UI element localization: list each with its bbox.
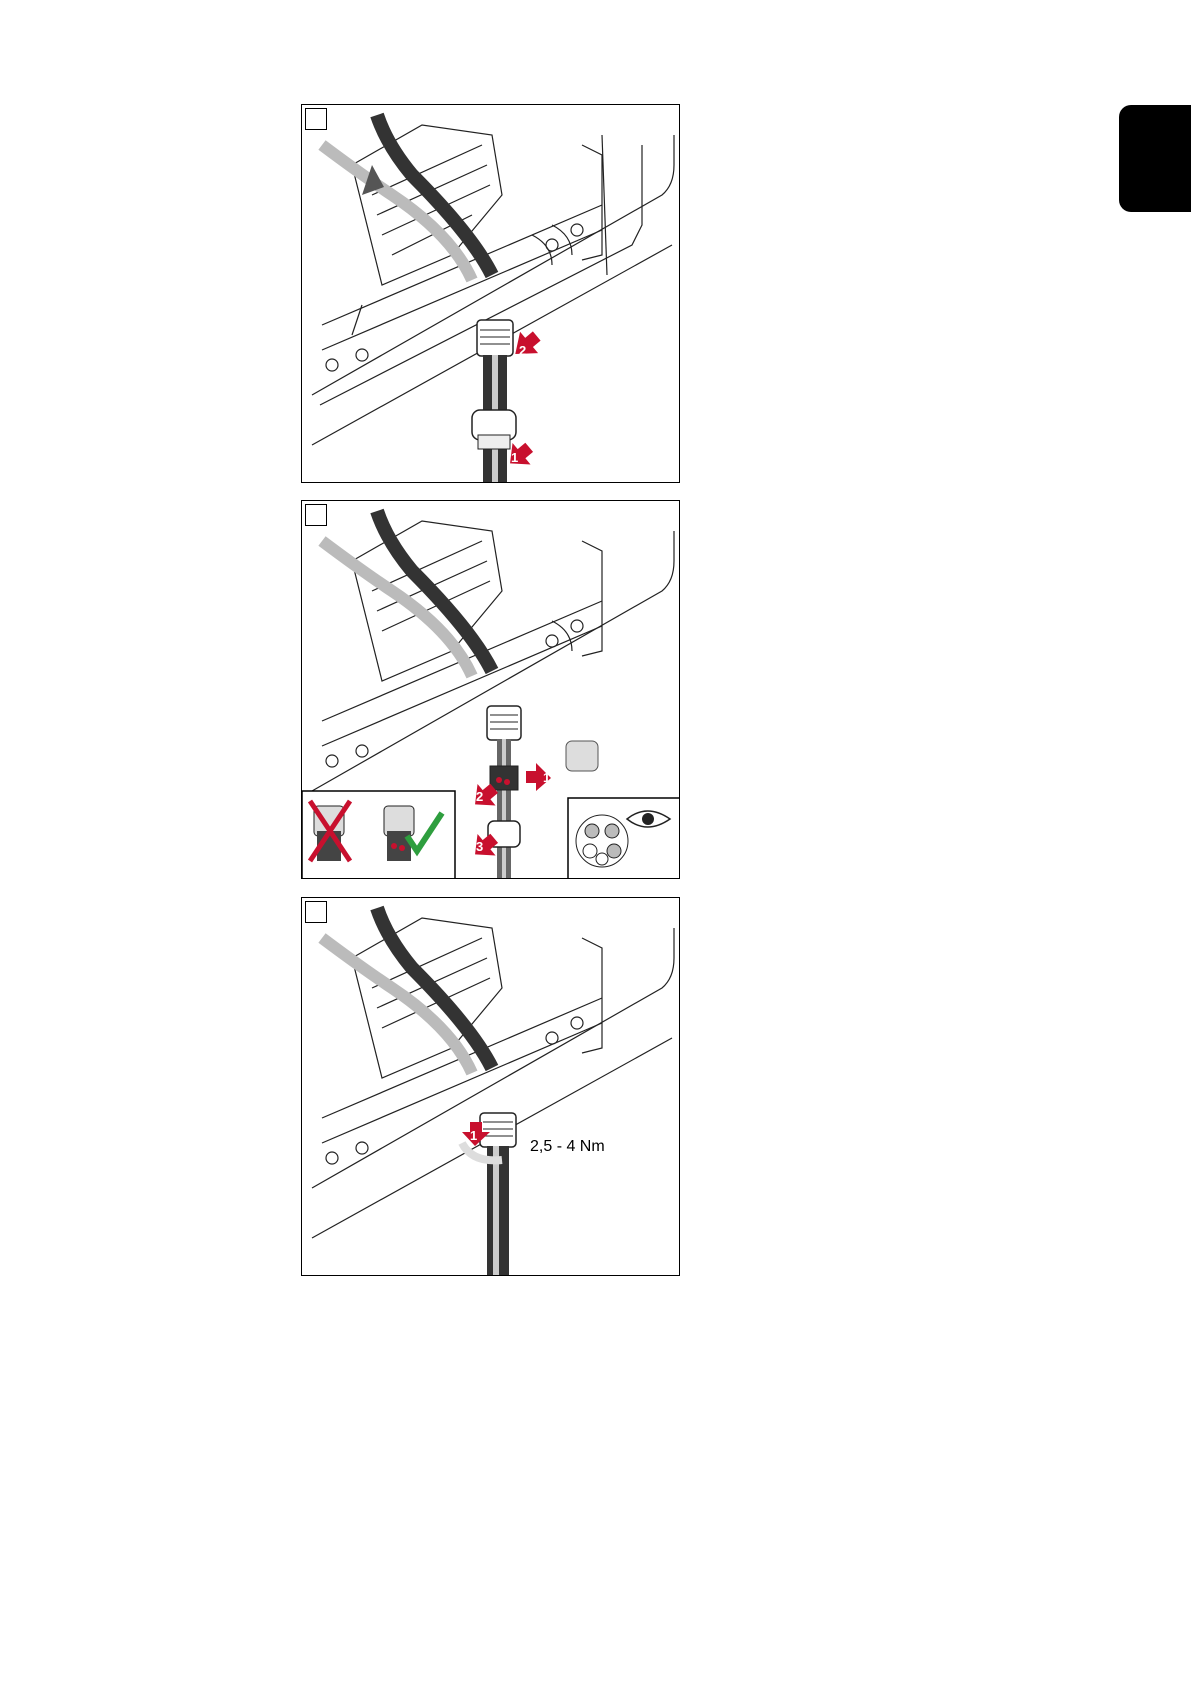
arrow-label-1: 1 bbox=[470, 1128, 478, 1143]
arrow-label-2: 2 bbox=[476, 789, 484, 804]
section-thumb-tab bbox=[1119, 105, 1191, 212]
seal-insert-illustration bbox=[302, 501, 680, 879]
arrow-label-1: 1 bbox=[511, 450, 519, 465]
arrow-label-1: 1 bbox=[543, 770, 551, 785]
step-panel-3 bbox=[301, 897, 680, 1276]
step-panel-1 bbox=[301, 104, 680, 483]
step-panel-2 bbox=[301, 500, 680, 879]
arrow-label-3: 3 bbox=[476, 839, 484, 854]
torque-value: 2,5 - 4 Nm bbox=[530, 1138, 605, 1155]
cable-gland-insert-illustration bbox=[302, 105, 680, 483]
gland-tighten-illustration bbox=[302, 898, 680, 1276]
arrow-label-2: 2 bbox=[519, 343, 527, 358]
